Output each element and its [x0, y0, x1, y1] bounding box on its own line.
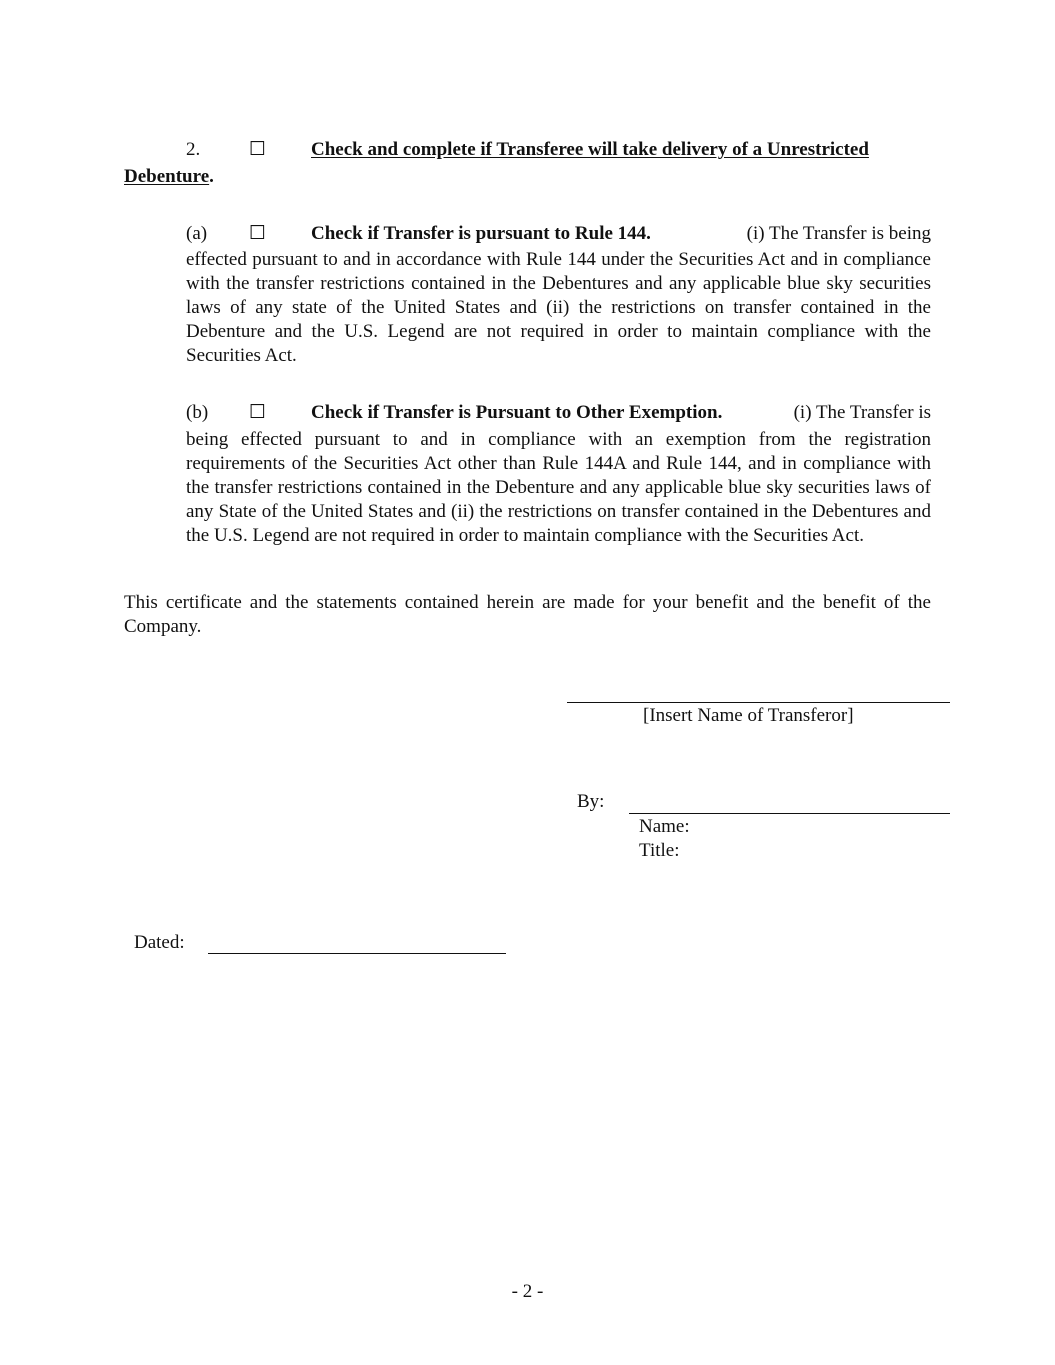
section-heading-period: .: [209, 166, 214, 187]
title-label: Title:: [639, 840, 680, 861]
item-a-checkbox[interactable]: ☐: [249, 222, 267, 244]
section-heading-debenture: Debenture: [124, 166, 210, 187]
item-a-body: effected pursuant to and in accordance with Rule 144 under the Securities Act and in compliance with the transfer restrictions contained in the Debentures and any applicable blue sky securities laws of any state of the United States and (ii) the restrictions on transfer contained in the Debenture and the U.S. Legend are not required in order to maintain compliance with the Securities Act.: [186, 249, 931, 366]
by-label: By:: [577, 791, 605, 812]
name-label: Name:: [639, 816, 690, 837]
section2-checkbox[interactable]: ☐: [249, 138, 267, 160]
dated-label: Dated:: [134, 932, 185, 953]
item-a-label: (a): [186, 223, 208, 244]
page-number: - 2 -: [511, 1281, 544, 1302]
item-b-heading-row: [186, 401, 931, 425]
item-b-label: (b): [186, 402, 209, 423]
item-b-title: Check if Transfer is Pursuant to Other Exemption.: [311, 402, 723, 423]
dated-line[interactable]: [208, 953, 506, 954]
item-a-heading-row: [186, 222, 931, 246]
item-b-body: being effected pursuant to and in compliance with an exemption from the registration requirements of the Securities Act other than Rule 144A and Rule 144, and in compliance with the transfer restrictions contained in the Debenture and any applicable blue sky securities laws of any State of the United States and (ii) the restrictions on transfer contained in the Debentures and the U.S. Legend are not required in order to maintain compliance with the Securities Act.: [186, 429, 931, 546]
item-a-lead: (i) The Transfer is being: [746, 223, 931, 244]
item-b-checkbox[interactable]: ☐: [249, 401, 267, 423]
item-b-lead: (i) The Transfer is: [793, 402, 931, 423]
section-number: 2.: [186, 139, 201, 160]
item-a-title: Check if Transfer is pursuant to Rule 144.: [311, 223, 651, 244]
transferor-signature-line[interactable]: [567, 702, 950, 703]
section-heading: Check and complete if Transferee will take delivery of a Unrestricted: [311, 139, 869, 160]
transferor-name-placeholder: [Insert Name of Transferor]: [643, 705, 854, 726]
certificate-statement: This certificate and the statements contained herein are made for your benefit and the benefit of the Company.: [124, 592, 931, 637]
section-heading-continued: [124, 165, 214, 189]
by-signature-line[interactable]: [629, 813, 950, 814]
